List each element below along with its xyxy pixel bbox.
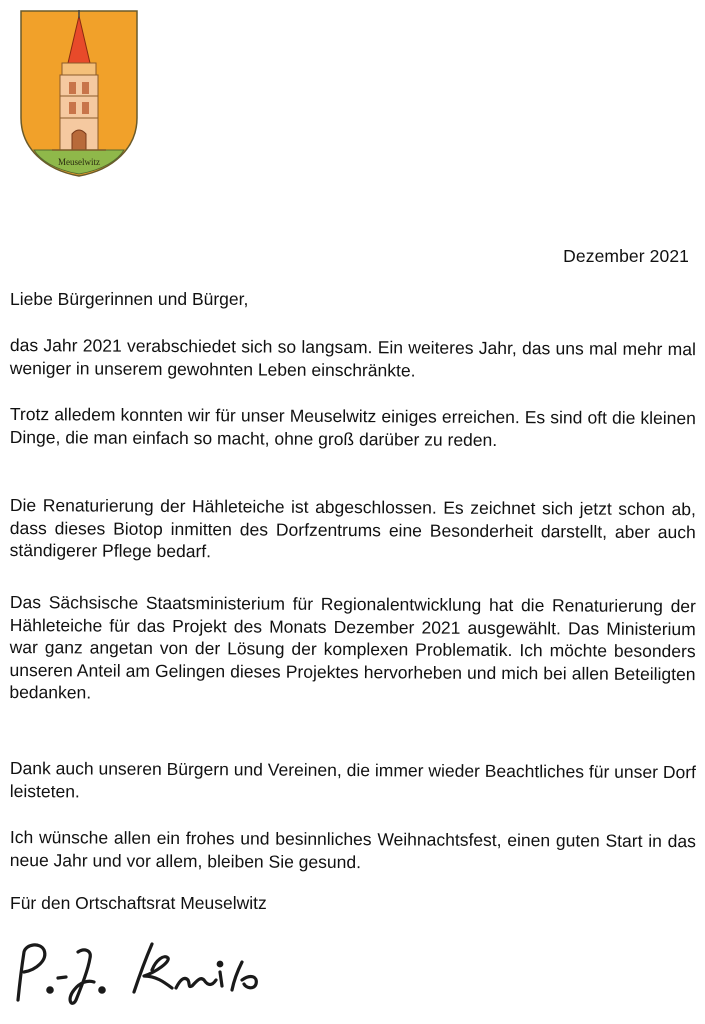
letter-paragraph: Trotz alledem konnten wir für unser Meuselwitz einiges erreichen. Es sind oft die kleinen Dinge, die man einfach so macht, ohne groß darüber zu reden.	[9, 403, 696, 450]
letter-paragraph: Ich wünsche allen ein frohes und besinnliches Weihnachtsfest, einen guten Start in das neue Jahr und vor allem, bleiben Sie gesund.	[9, 827, 696, 872]
meuselwitz-coat-of-arms-icon	[18, 8, 140, 178]
letter-salutation: Liebe Bürgerinnen und Bürger,	[10, 289, 249, 309]
letter-paragraph: Das Sächsische Staatsministerium für Regionalentwicklung hat die Renaturierung der Hähleteiche für das Projekt des Monats Dezember 2021 ausgewählt. Das Ministerium war ganz angetan von der Lösung der komplexen Problematik. Ich möchte besonders unseren Anteil am Gelingen dieses Projektes hervorheben und mich bei allen Beteiligten bedanken.	[9, 592, 696, 703]
crest-banner-text: Meuselwitz	[58, 157, 100, 167]
letter-date: Dezember 2021	[563, 246, 689, 266]
handwritten-signature-icon	[6, 930, 306, 1010]
letter-paragraph: das Jahr 2021 verabschiedet sich so langsam. Ein weiteres Jahr, das uns mal mehr mal weniger in unserem gewohnten Leben einschränkte.	[9, 334, 696, 380]
letter-closing: Für den Ortschaftsrat Meuselwitz	[10, 893, 267, 913]
letter-paragraph: Dank auch unseren Bürgern und Vereinen, die immer wieder Beachtliches für unser Dorf leisteten.	[9, 758, 696, 801]
letter-paragraph: Die Renaturierung der Hähleteiche ist abgeschlossen. Es zeichnet sich jetzt schon ab, dass dieses Biotop inmitten des Dorfzentrums eine Besonderheit darstellt, aber auch ständigerer Pflege bedarf.	[9, 494, 696, 562]
